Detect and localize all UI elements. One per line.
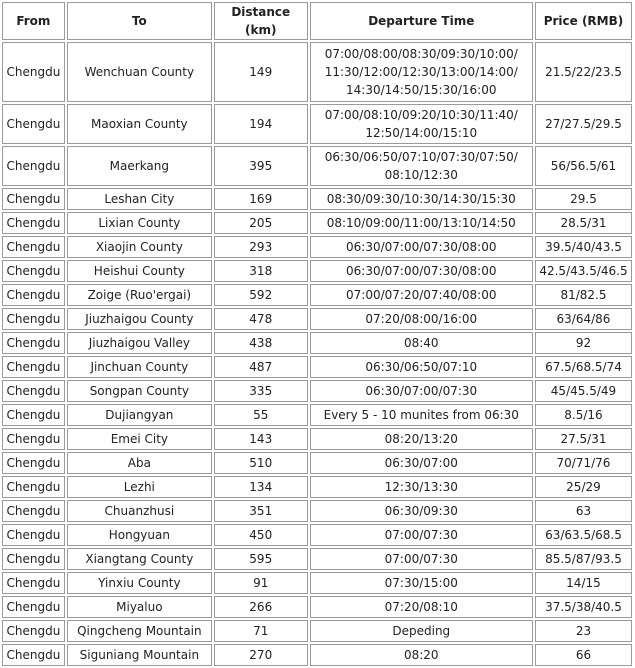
cell-departure-time: Every 5 - 10 munites from 06:30 — [310, 404, 533, 426]
cell-to: Lezhi — [67, 476, 212, 498]
header-from: From — [2, 2, 65, 40]
cell-distance: 487 — [214, 356, 308, 378]
cell-to: Jiuzhaigou Valley — [67, 332, 212, 354]
cell-price: 66 — [535, 644, 632, 666]
cell-distance: 194 — [214, 104, 308, 144]
cell-from: Chengdu — [2, 452, 65, 474]
cell-from: Chengdu — [2, 596, 65, 618]
table-row — [2, 212, 632, 234]
cell-price: 27/27.5/29.5 — [535, 104, 632, 144]
cell-from: Chengdu — [2, 524, 65, 546]
cell-departure-time: 06:30/07:00/07:30/08:00 — [310, 260, 533, 282]
cell-price: 63/63.5/68.5 — [535, 524, 632, 546]
table-row — [2, 644, 632, 666]
cell-distance: 450 — [214, 524, 308, 546]
cell-from: Chengdu — [2, 356, 65, 378]
table-row — [2, 308, 632, 330]
cell-to: Emei City — [67, 428, 212, 450]
cell-distance: 595 — [214, 548, 308, 570]
cell-departure-time: Depeding — [310, 620, 533, 642]
cell-from: Chengdu — [2, 308, 65, 330]
table-row — [2, 572, 632, 594]
table-row — [2, 476, 632, 498]
cell-departure-time: 08:20 — [310, 644, 533, 666]
table-row — [2, 596, 632, 618]
cell-departure-time: 07:00/07:30 — [310, 548, 533, 570]
cell-from: Chengdu — [2, 548, 65, 570]
cell-price: 67.5/68.5/74 — [535, 356, 632, 378]
cell-distance: 91 — [214, 572, 308, 594]
cell-distance: 205 — [214, 212, 308, 234]
header-departure-time: Departure Time — [310, 2, 533, 40]
cell-from: Chengdu — [2, 428, 65, 450]
table-row — [2, 260, 632, 282]
cell-to: Dujiangyan — [67, 404, 212, 426]
table-row — [2, 548, 632, 570]
cell-distance: 169 — [214, 188, 308, 210]
cell-departure-time: 07:00/07:20/07:40/08:00 — [310, 284, 533, 306]
cell-price: 63/64/86 — [535, 308, 632, 330]
cell-price: 28.5/31 — [535, 212, 632, 234]
cell-distance: 270 — [214, 644, 308, 666]
table-row — [2, 236, 632, 258]
cell-departure-time: 06:30/07:00/07:30 — [310, 380, 533, 402]
cell-departure-time: 07:20/08:00/16:00 — [310, 308, 533, 330]
table-row — [2, 332, 632, 354]
header-distance: Distance (km) — [214, 2, 308, 40]
cell-distance: 318 — [214, 260, 308, 282]
cell-to: Yinxiu County — [67, 572, 212, 594]
cell-from: Chengdu — [2, 620, 65, 642]
cell-to: Maerkang — [67, 146, 212, 186]
cell-from: Chengdu — [2, 188, 65, 210]
cell-to: Songpan County — [67, 380, 212, 402]
cell-from: Chengdu — [2, 284, 65, 306]
table-row — [2, 188, 632, 210]
cell-to: Heishui County — [67, 260, 212, 282]
table-row — [2, 146, 632, 186]
table-row — [2, 524, 632, 546]
cell-from: Chengdu — [2, 332, 65, 354]
cell-to: Maoxian County — [67, 104, 212, 144]
cell-price: 21.5/22/23.5 — [535, 42, 632, 102]
cell-price: 8.5/16 — [535, 404, 632, 426]
cell-from: Chengdu — [2, 212, 65, 234]
cell-to: Chuanzhusi — [67, 500, 212, 522]
cell-distance: 71 — [214, 620, 308, 642]
cell-distance: 266 — [214, 596, 308, 618]
cell-from: Chengdu — [2, 146, 65, 186]
table-row — [2, 104, 632, 144]
cell-price: 37.5/38/40.5 — [535, 596, 632, 618]
cell-departure-time: 06:30/07:00 — [310, 452, 533, 474]
cell-from: Chengdu — [2, 572, 65, 594]
cell-to: Hongyuan — [67, 524, 212, 546]
table-row — [2, 452, 632, 474]
cell-to: Xiangtang County — [67, 548, 212, 570]
cell-distance: 478 — [214, 308, 308, 330]
cell-departure-time: 06:30/09:30 — [310, 500, 533, 522]
cell-distance: 55 — [214, 404, 308, 426]
cell-price: 92 — [535, 332, 632, 354]
cell-price: 14/15 — [535, 572, 632, 594]
cell-departure-time: 07:00/07:30 — [310, 524, 533, 546]
cell-price: 70/71/76 — [535, 452, 632, 474]
cell-distance: 510 — [214, 452, 308, 474]
table-row — [2, 42, 632, 102]
table-row — [2, 404, 632, 426]
cell-to: Lixian County — [67, 212, 212, 234]
cell-distance: 335 — [214, 380, 308, 402]
cell-departure-time: 08:20/13:20 — [310, 428, 533, 450]
table-header — [2, 2, 632, 40]
cell-distance: 395 — [214, 146, 308, 186]
cell-from: Chengdu — [2, 260, 65, 282]
table-row — [2, 500, 632, 522]
cell-departure-time: 08:30/09:30/10:30/14:30/15:30 — [310, 188, 533, 210]
cell-departure-time: 07:00/08:10/09:20/10:30/11:40/ 12:50/14:00/15:10 — [310, 104, 533, 144]
cell-distance: 149 — [214, 42, 308, 102]
cell-departure-time: 06:30/06:50/07:10/07:30/07:50/ 08:10/12:30 — [310, 146, 533, 186]
cell-departure-time: 07:20/08:10 — [310, 596, 533, 618]
cell-price: 85.5/87/93.5 — [535, 548, 632, 570]
table-row — [2, 284, 632, 306]
cell-to: Wenchuan County — [67, 42, 212, 102]
cell-distance: 143 — [214, 428, 308, 450]
cell-from: Chengdu — [2, 404, 65, 426]
cell-from: Chengdu — [2, 476, 65, 498]
header-to: To — [67, 2, 212, 40]
cell-departure-time: 08:40 — [310, 332, 533, 354]
cell-distance: 592 — [214, 284, 308, 306]
cell-to: Jinchuan County — [67, 356, 212, 378]
cell-price: 27.5/31 — [535, 428, 632, 450]
cell-price: 45/45.5/49 — [535, 380, 632, 402]
cell-from: Chengdu — [2, 104, 65, 144]
cell-departure-time: 06:30/06:50/07:10 — [310, 356, 533, 378]
cell-from: Chengdu — [2, 380, 65, 402]
cell-distance: 134 — [214, 476, 308, 498]
cell-to: Leshan City — [67, 188, 212, 210]
cell-departure-time: 08:10/09:00/11:00/13:10/14:50 — [310, 212, 533, 234]
cell-distance: 351 — [214, 500, 308, 522]
cell-departure-time: 06:30/07:00/07:30/08:00 — [310, 236, 533, 258]
cell-from: Chengdu — [2, 500, 65, 522]
header-price: Price (RMB) — [535, 2, 632, 40]
cell-to: Siguniang Mountain — [67, 644, 212, 666]
cell-from: Chengdu — [2, 42, 65, 102]
cell-price: 56/56.5/61 — [535, 146, 632, 186]
cell-price: 25/29 — [535, 476, 632, 498]
cell-to: Qingcheng Mountain — [67, 620, 212, 642]
cell-from: Chengdu — [2, 236, 65, 258]
cell-price: 42.5/43.5/46.5 — [535, 260, 632, 282]
table-row — [2, 428, 632, 450]
cell-distance: 438 — [214, 332, 308, 354]
cell-from: Chengdu — [2, 644, 65, 666]
table-row — [2, 356, 632, 378]
cell-distance: 293 — [214, 236, 308, 258]
cell-price: 39.5/40/43.5 — [535, 236, 632, 258]
cell-price: 23 — [535, 620, 632, 642]
table-body — [2, 42, 632, 666]
cell-to: Miyaluo — [67, 596, 212, 618]
cell-to: Zoige (Ruo'ergai) — [67, 284, 212, 306]
cell-to: Jiuzhaigou County — [67, 308, 212, 330]
cell-departure-time: 07:30/15:00 — [310, 572, 533, 594]
cell-price: 29.5 — [535, 188, 632, 210]
table-row — [2, 380, 632, 402]
cell-price: 81/82.5 — [535, 284, 632, 306]
header-row — [2, 2, 632, 40]
cell-to: Aba — [67, 452, 212, 474]
cell-price: 63 — [535, 500, 632, 522]
table-row — [2, 620, 632, 642]
cell-departure-time: 07:00/08:00/08:30/09:30/10:00/ 11:30/12:00/12:30/13:00/14:00/ 14:30/14:50/15:30/16:00 — [310, 42, 533, 102]
cell-to: Xiaojin County — [67, 236, 212, 258]
cell-departure-time: 12:30/13:30 — [310, 476, 533, 498]
